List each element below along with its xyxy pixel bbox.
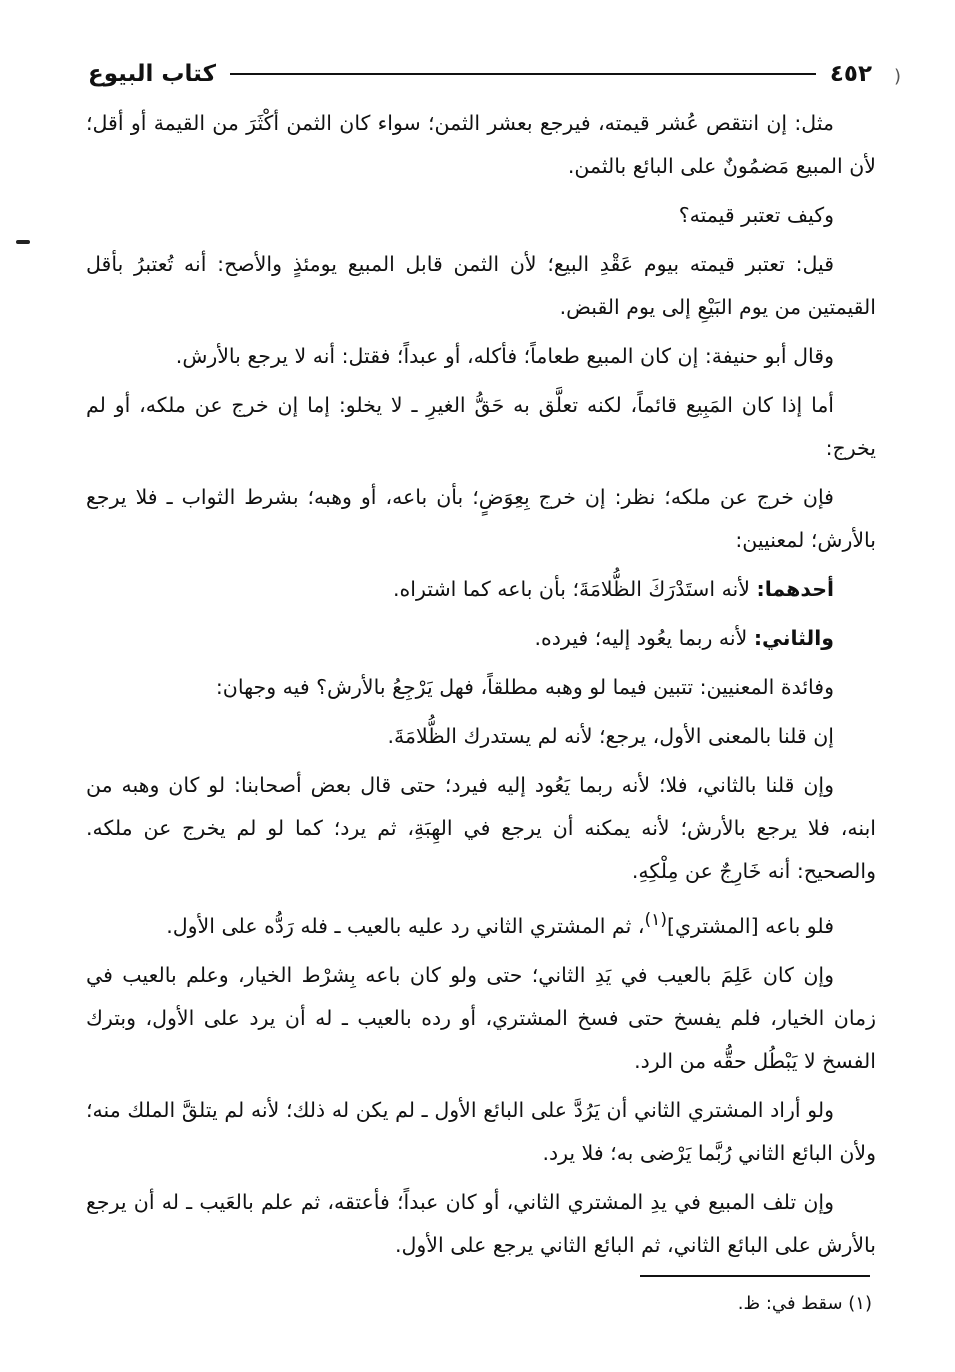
paragraph: وكيف تعتبر قيمته؟: [678, 203, 834, 227]
margin-mark: (: [894, 66, 902, 87]
paragraph: فإن خرج عن ملكه؛ نظر: إن خرج بِعِوَضٍ؛ بأن باعه، أو وهبه؛ بشرط الثواب ـ فلا يرجع بالأرش؛ لمعنيين:: [86, 485, 876, 552]
page-number: ٤٥٢: [829, 61, 872, 87]
first-meaning-label: أحدهما:: [756, 577, 834, 601]
paragraph: قيل: تعتبر قيمته بيوم عَقْدِ البيع؛ لأن الثمن قابل المبيع يومئذٍ والأصح: أنه تُعتبرُ بأقل القيمتين من يوم البَيْعِ إلى يوم القبض.: [86, 252, 876, 319]
first-meaning-text: لأنه استَدْرَكَ الظُّلامَةَ؛ بأن باعه كما اشتراه.: [393, 577, 750, 601]
running-header: [88, 54, 872, 94]
paragraph: وإن تلف المبيع في يدِ المشتري الثاني، أو كان عبداً؛ فأعتقه، ثم علم بالعَيب ـ له أن يرجع بالأرش على البائع الثاني، ثم البائع الثاني يرجع على الأول.: [86, 1189, 876, 1257]
second-meaning: [86, 617, 876, 660]
paragraph: مثل: إن انتقص عُشر قيمته، فيرجع بعشر الثمن؛ سواء كان الثمن أكْثَرَ من القيمة أو أقل؛ لأن المبيع مَضمُونٌ على البائع بالثمن.: [86, 111, 876, 178]
paragraph: وإن قلنا بالثاني، فلا؛ لأنه ربما يَعُود إليه فيرد؛ حتى قال بعض أصحابنا: لو كان وهبه من ابنه، فلا يرجع بالأرش؛ لأنه يمكنه أن يرجع في الهِبَةِ، ثم يرد؛ كما لو لم يخرج عن ملكه. والصحيح: أنه خَارِجٌ عن مِلْكِهِ.: [86, 773, 876, 883]
main-text: [86, 102, 876, 1267]
second-meaning-label: والثاني:: [753, 626, 834, 650]
second-meaning-text: لأنه ربما يعُود إليه؛ فيرده.: [534, 626, 748, 650]
resale-text-after: ، ثم المشتري الثاني رد عليه بالعيب ـ فله رَدُّه على الأول.: [166, 913, 645, 938]
footnote: (١) سقط في: ظ.: [737, 1293, 872, 1314]
paragraph: أما إذا كان المَبِيع قائماً، لكنه تعلَّق به حَقُّ الغيرِ ـ لا يخلو: إما إن خرج عن ملكه، أو لم يخرج:: [86, 393, 876, 460]
paragraph: إن قلنا بالمعنى الأول، يرجع؛ لأنه لم يستدرك الظُّلامَةَ.: [387, 724, 834, 748]
paragraph: وفائدة المعنيين: تتبين فيما لو وهبه مطلقاً، فهل يَرْجِعُ بالأرش؟ فيه وجهان:: [215, 675, 834, 699]
paragraph: وقال أبو حنيفة: إن كان المبيع طعاماً؛ فأكله، أو عبداً؛ فقتل: أنه لا يرجع بالأرش.: [175, 344, 834, 368]
footnote-separator: [640, 1275, 870, 1277]
resale-paragraph: [86, 899, 876, 948]
footnote-reference[interactable]: (١): [644, 910, 667, 930]
paragraph: ولو أراد المشتري الثاني أن يَرُدَّ على البائع الأول ـ لم يكن له ذلك؛ لأنه لم يتلقَّ الملك منه؛ ولأن البائع الثاني رُبَّما يَرْضى به؛ فلا يرد.: [86, 1097, 876, 1165]
first-meaning: [86, 568, 876, 611]
resale-text-before: فلو باعه [المشتري]: [666, 913, 834, 938]
header-rule: [230, 73, 816, 75]
stray-mark: [16, 240, 30, 244]
paragraph: وإن كان عَلِمَ بالعيب في يَدِ الثاني؛ حتى ولو كان باعه بِشرْط الخيار، وعلم بالعيب في زمان الخيار، فلم يفسخ حتى فسخ المشتري، أو رده بالعيب ـ له أن يرد على الأول، وبترك الفسخ لا يَبْطُل حقُّه من الرد.: [86, 962, 876, 1073]
book-title: كتاب البيوع: [88, 61, 216, 87]
